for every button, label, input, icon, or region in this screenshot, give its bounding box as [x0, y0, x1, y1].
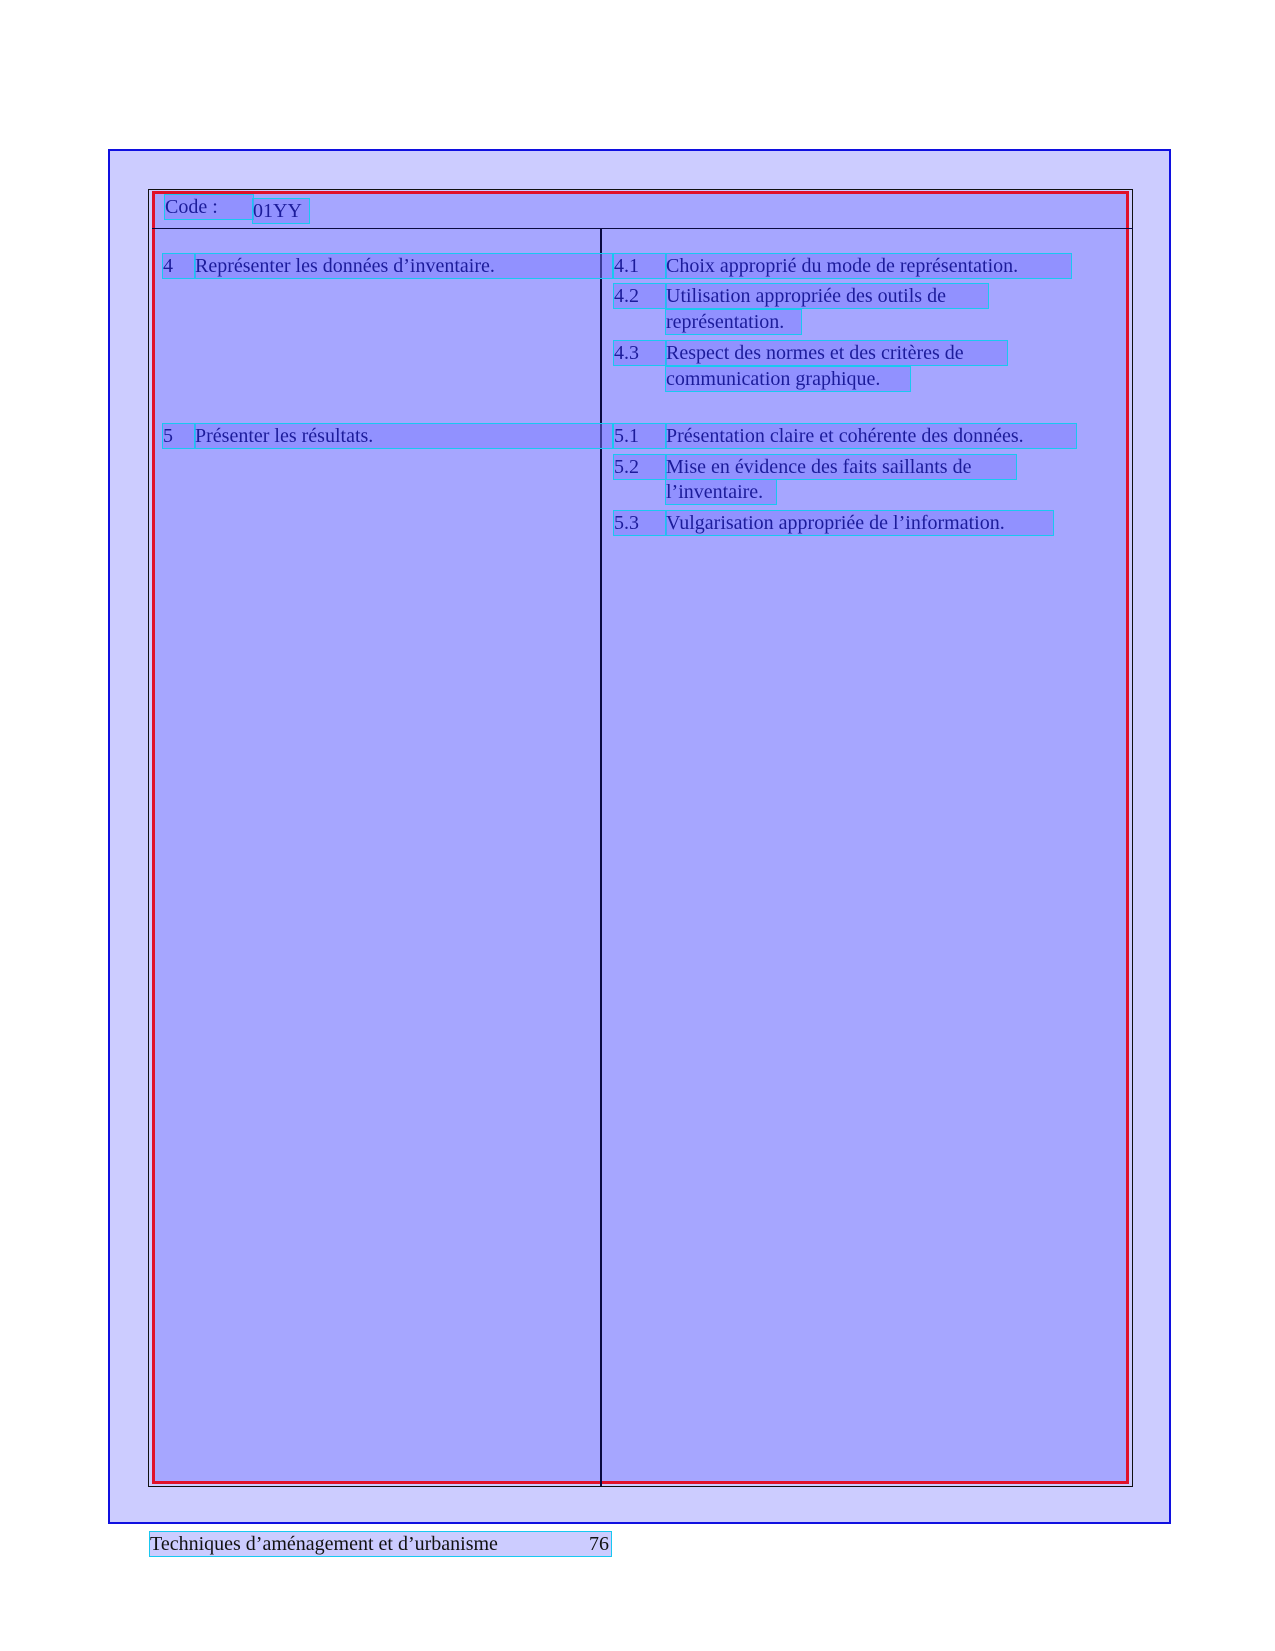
competency-number: 5 — [163, 424, 195, 448]
footer — [150, 1532, 611, 1556]
column-divider — [600, 228, 602, 1486]
criterion-text: Mise en évidence des faits saillants de — [666, 455, 1016, 479]
code-label: Code : — [165, 195, 253, 219]
criterion-text-continued: communication graphique. — [666, 367, 910, 391]
competency-text: Présenter les résultats. — [195, 424, 612, 448]
criterion-number: 4.3 — [614, 341, 666, 365]
criterion-number: 5.1 — [614, 424, 666, 448]
criterion-number: 5.2 — [614, 455, 666, 479]
page-number: 76 — [589, 1533, 609, 1555]
footer-program: Techniques d’aménagement et d’urbanisme — [150, 1533, 498, 1555]
criterion-text: Vulgarisation appropriée de l’information. — [666, 511, 1053, 535]
criterion-number: 4.1 — [614, 254, 666, 278]
criterion-text: Choix approprié du mode de représentation. — [666, 254, 1071, 278]
competency-number: 4 — [163, 254, 195, 278]
criterion-text: Utilisation appropriée des outils de — [666, 284, 988, 308]
criterion-text-continued: représentation. — [666, 310, 801, 334]
criterion-text-continued: l’inventaire. — [666, 480, 776, 504]
code-value: 01YY — [253, 199, 309, 223]
content-area — [152, 191, 1129, 1484]
criterion-number: 4.2 — [614, 284, 666, 308]
criterion-text: Respect des normes et des critères de — [666, 341, 1007, 365]
criterion-text: Présentation claire et cohérente des données. — [666, 424, 1076, 448]
criterion-number: 5.3 — [614, 511, 666, 535]
header-rule — [152, 228, 1133, 229]
competency-text: Représenter les données d’inventaire. — [195, 254, 612, 278]
